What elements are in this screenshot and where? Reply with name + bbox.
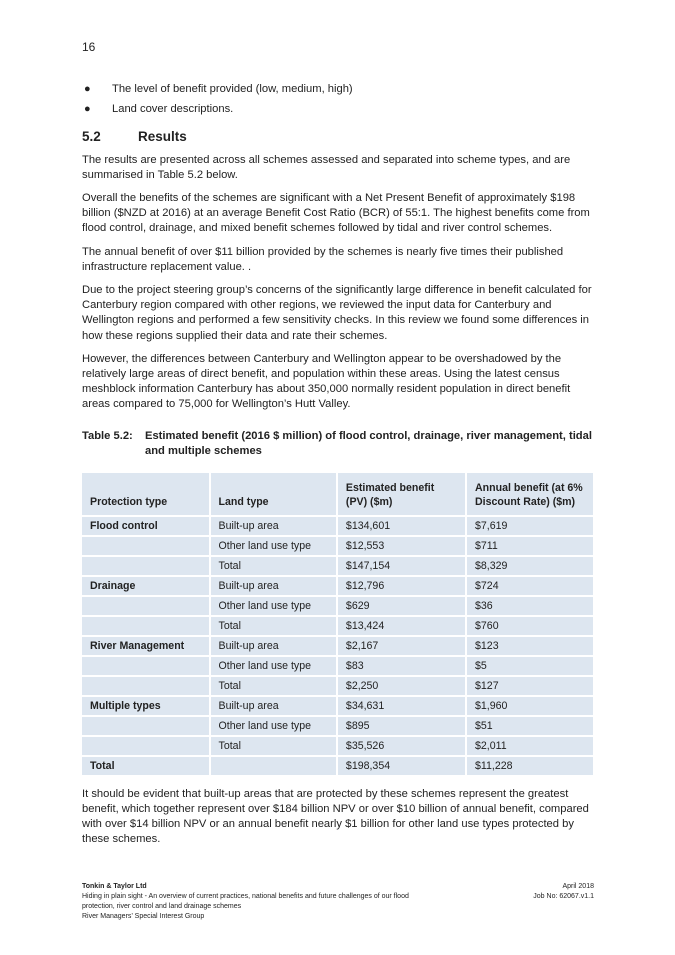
cell-land-type: Built-up area [210, 636, 337, 656]
table-row [82, 636, 593, 656]
cell-protection-type [82, 616, 210, 636]
table-row [82, 616, 593, 636]
header-protection-type: Protection type [82, 473, 210, 516]
cell-land-type: Total [210, 616, 337, 636]
cell-protection-type [82, 656, 210, 676]
cell-annual-benefit: $711 [466, 536, 593, 556]
cell-land-type: Built-up area [210, 576, 337, 596]
cell-estimated-benefit: $895 [337, 716, 466, 736]
paragraph: Overall the benefits of the schemes are significant with a Net Present Benefit of approximately $198 billion ($NZD at 2016) at an average Benefit Cost Ratio (BCR) of 55:1. The highest benefits come from flood control, drainage, and mixed benefit schemes followed by tidal and river control schemes. [82, 192, 590, 235]
paragraph: The annual benefit of over $11 billion provided by the schemes is nearly five times their published infrastructure replacement value. . [82, 245, 564, 273]
table-row [82, 736, 593, 756]
cell-annual-benefit: $36 [466, 596, 593, 616]
cell-land-type: Total [210, 676, 337, 696]
table-row [82, 756, 593, 775]
section-title: Results [138, 129, 187, 145]
table-row [82, 536, 593, 556]
bullet-icon: ● [84, 83, 91, 95]
footer-company: Tonkin & Taylor Ltd [82, 883, 147, 890]
cell-estimated-benefit: $12,796 [337, 576, 466, 596]
cell-land-type: Other land use type [210, 596, 337, 616]
table-row [82, 656, 593, 676]
bullet-list [82, 82, 594, 117]
section-number: 5.2 [82, 129, 101, 145]
cell-estimated-benefit: $134,601 [337, 516, 466, 536]
cell-protection-type [82, 536, 210, 556]
cell-protection-type: Total [82, 756, 210, 775]
list-item: ● The level of benefit provided (low, medium, high) [82, 82, 594, 97]
benefit-table [82, 473, 593, 775]
cell-protection-type [82, 736, 210, 756]
table-row [82, 676, 593, 696]
cell-annual-benefit: $51 [466, 716, 593, 736]
table-row [82, 696, 593, 716]
table-header-row [82, 473, 593, 516]
cell-estimated-benefit: $83 [337, 656, 466, 676]
header-estimated-benefit: Estimated benefit (PV) ($m) [337, 473, 466, 516]
paragraph: The results are presented across all schemes assessed and separated into scheme types, and are summarised in Table 5.2 below. [82, 153, 571, 181]
cell-protection-type [82, 556, 210, 576]
cell-annual-benefit: $760 [466, 616, 593, 636]
paragraph: Due to the project steering group’s concerns of the significantly large difference in benefit calculated for Canterbury region compared with other regions, we reviewed the input data for Canterbury and Wellington regions and performed a few sensitivity checks. In this review we found some differences in how these regions supplied their data and rate their schemes. [82, 284, 592, 342]
cell-estimated-benefit: $629 [337, 596, 466, 616]
table-row [82, 716, 593, 736]
table-caption [82, 429, 594, 460]
cell-protection-type: Flood control [82, 516, 210, 536]
cell-land-type: Total [210, 736, 337, 756]
table-row [82, 596, 593, 616]
footer-title: Hiding in plain sight - An overview of current practices, national benefits and future challenges of our flood [82, 893, 409, 900]
cell-protection-type: River Management [82, 636, 210, 656]
cell-land-type: Other land use type [210, 716, 337, 736]
table-row [82, 576, 593, 596]
cell-land-type: Built-up area [210, 516, 337, 536]
cell-protection-type [82, 716, 210, 736]
cell-protection-type: Drainage [82, 576, 210, 596]
bullet-icon: ● [84, 103, 91, 116]
cell-annual-benefit: $7,619 [466, 516, 593, 536]
cell-annual-benefit: $5 [466, 656, 593, 676]
cell-estimated-benefit: $2,250 [337, 676, 466, 696]
cell-protection-type [82, 676, 210, 696]
table-row [82, 556, 593, 576]
cell-estimated-benefit: $147,154 [337, 556, 466, 576]
cell-annual-benefit: $1,960 [466, 696, 593, 716]
cell-land-type [210, 756, 337, 775]
table-row [82, 516, 593, 536]
section-heading [82, 129, 594, 144]
page-content [82, 82, 594, 855]
cell-annual-benefit: $2,011 [466, 736, 593, 756]
cell-annual-benefit: $8,329 [466, 556, 593, 576]
table-caption-label: Table 5.2: [82, 429, 133, 442]
cell-estimated-benefit: $13,424 [337, 616, 466, 636]
cell-protection-type: Multiple types [82, 696, 210, 716]
list-item: ● Land cover descriptions. [82, 102, 594, 117]
cell-annual-benefit: $127 [466, 676, 593, 696]
paragraph: However, the differences between Canterbury and Wellington appear to be overshadowed by the relatively large areas of direct benefit, and population within these areas. Using the latest census meshblock information Canterbury has about 350,000 normally resident population in direct benefit areas compared to 75,000 for Wellington’s Hutt Valley. [82, 352, 571, 411]
footer [82, 882, 594, 922]
closing-paragraph: It should be evident that built-up areas that are protected by these schemes represent the greatest benefit, which together represent over $184 billion NPV or over $10 billion of annual benefit, compared with over $14 billion NPV or an annual benefit nearly $1 billion for other land use types protected by these schemes. [82, 787, 589, 846]
cell-estimated-benefit: $12,553 [337, 536, 466, 556]
footer-client: River Managers’ Special Interest Group [82, 913, 205, 920]
cell-estimated-benefit: $2,167 [337, 636, 466, 656]
cell-estimated-benefit: $35,526 [337, 736, 466, 756]
cell-protection-type [82, 596, 210, 616]
cell-land-type: Other land use type [210, 536, 337, 556]
header-annual-benefit: Annual benefit (at 6% Discount Rate) ($m) [466, 473, 593, 516]
cell-land-type: Other land use type [210, 656, 337, 676]
header-land-type: Land type [210, 473, 337, 516]
cell-land-type: Total [210, 556, 337, 576]
footer-date: April 2018 [562, 883, 594, 890]
page-number: 16 [82, 40, 96, 54]
table-caption-text: Estimated benefit (2016 $ million) of flood control, drainage, river management, tidal and multiple schemes [145, 429, 592, 458]
cell-estimated-benefit: $34,631 [337, 696, 466, 716]
cell-annual-benefit: $724 [466, 576, 593, 596]
footer-job-number: Job No: 62067.v1.1 [533, 893, 594, 900]
cell-estimated-benefit: $198,354 [337, 756, 466, 775]
cell-land-type: Built-up area [210, 696, 337, 716]
cell-annual-benefit: $11,228 [466, 756, 593, 775]
footer-title-continued: protection, river control and land drainage schemes [82, 903, 242, 910]
cell-annual-benefit: $123 [466, 636, 593, 656]
